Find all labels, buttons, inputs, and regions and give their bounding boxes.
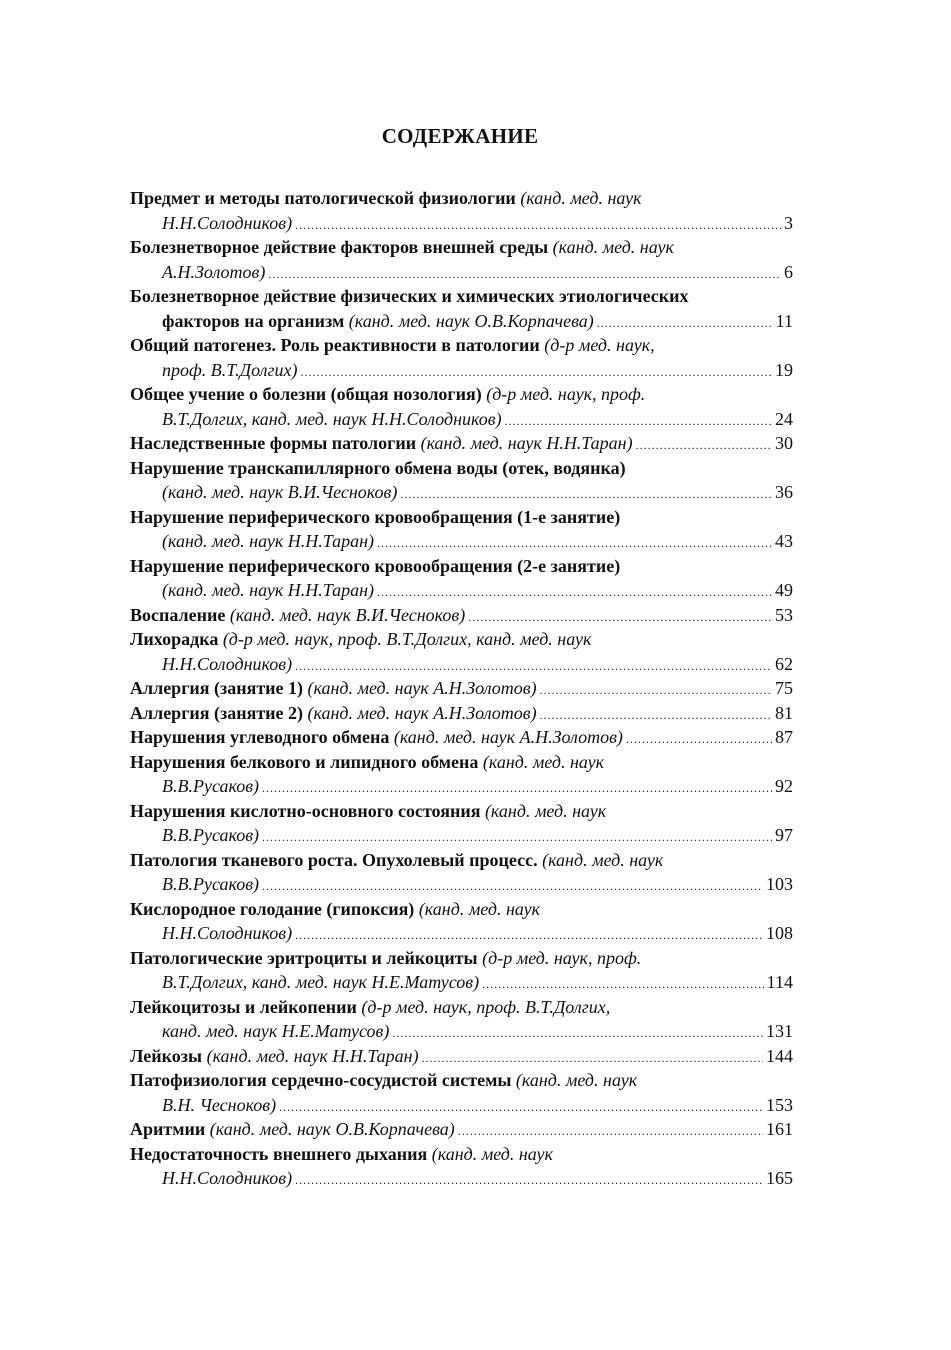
toc-entry-title: Наследственные формы патологии — [130, 433, 417, 453]
toc-entry-line — [130, 456, 793, 481]
toc-page-number: 153 — [766, 1094, 793, 1115]
toc-entry-title: Патофизиология сердечно-сосудистой системы — [130, 1070, 512, 1090]
toc-entry-authors: (канд. мед. наук — [515, 1070, 638, 1090]
toc-entry-line — [130, 554, 793, 579]
dot-leader — [636, 439, 772, 451]
toc-entry-line — [130, 995, 793, 1020]
toc-entry-authors: В.Т.Долгих, канд. мед. наук Н.Е.Матусов) — [162, 972, 480, 992]
dot-leader — [262, 831, 772, 843]
toc-entry-line — [130, 1166, 793, 1191]
toc-entry-authors: (канд. мед. наук Н.Н.Таран) — [206, 1045, 419, 1066]
dot-leader — [262, 782, 772, 794]
toc-entry-authors: (д-р мед. наук, проф. — [482, 947, 642, 968]
toc-entry-line — [130, 186, 793, 211]
toc-entry-authors: В.В.Русаков) — [162, 776, 260, 796]
toc-entry-line — [130, 774, 793, 799]
toc-entry-title: Нарушения углеводного обмена — [130, 727, 390, 747]
toc-entry-line — [130, 848, 793, 873]
toc-entry-authors: (канд. мед. наук А.Н.Золотов) — [393, 727, 623, 747]
toc-page-number: 103 — [766, 874, 793, 894]
toc-entry-authors: (канд. мед. наук — [482, 751, 605, 772]
dot-leader — [505, 415, 772, 427]
toc-entry-title: Аритмии — [130, 1119, 206, 1139]
dot-leader — [262, 880, 763, 892]
toc-entry-line — [130, 1068, 793, 1093]
dot-leader — [392, 1027, 763, 1039]
toc-entry-authors: (д-р мед. наук, проф. — [486, 384, 646, 404]
toc-page-number: 161 — [766, 1119, 793, 1139]
table-of-contents — [130, 186, 793, 1191]
toc-entry-authors: Н.Н.Солодников) — [162, 923, 293, 943]
toc-entry-authors: (канд. мед. наук А.Н.Золотов) — [307, 678, 537, 698]
toc-page-number: 62 — [775, 653, 793, 674]
toc-entry-line — [130, 799, 793, 824]
toc-entry-line — [130, 872, 793, 897]
dot-leader — [468, 611, 772, 623]
dot-leader — [400, 488, 772, 500]
toc-entry-title: Нарушение транскапиллярного обмена воды (отек, водянка) — [130, 457, 626, 478]
dot-leader — [540, 684, 772, 696]
toc-entry-title: Лейкозы — [130, 1045, 203, 1066]
toc-entry-title: Общее учение о болезни (общая нозология) — [130, 384, 482, 404]
toc-entry-line — [130, 603, 793, 628]
toc-entry-title: Предмет и методы патологической физиологии — [130, 188, 516, 208]
toc-entry-authors: (канд. мед. наук — [484, 800, 607, 821]
toc-page-number: 81 — [775, 702, 793, 723]
toc-entry-title: Воспаление — [130, 604, 226, 625]
dot-leader — [295, 660, 772, 672]
toc-page-number: 19 — [775, 359, 793, 380]
toc-entry-authors: канд. мед. наук Н.Е.Матусов) — [162, 1021, 390, 1041]
toc-page-number: 114 — [766, 972, 793, 992]
toc-entry-line — [130, 701, 793, 726]
toc-entry-title: Патология тканевого роста. Опухолевый процесс. — [130, 849, 538, 870]
toc-entry-authors: Н.Н.Солодников) — [162, 1168, 293, 1188]
toc-entry-authors: проф. В.Т.Долгих) — [162, 359, 298, 380]
toc-entry-title: Лейкоцитозы и лейкопении — [130, 996, 357, 1017]
toc-entry-authors: (д-р мед. наук, проф. В.Т.Долгих, канд. мед. наук — [222, 629, 592, 649]
toc-entry-line — [130, 676, 793, 701]
dot-leader — [482, 978, 764, 990]
dot-leader — [377, 537, 772, 549]
toc-entry-line — [130, 652, 793, 677]
toc-page-number: 75 — [775, 678, 793, 698]
toc-page-number: 87 — [775, 727, 793, 747]
toc-page-number: 144 — [766, 1045, 793, 1066]
toc-entry-title: Недостаточность внешнего дыхания — [130, 1143, 428, 1164]
toc-entry-authors: (канд. мед. наук О.В.Корпачева) — [209, 1119, 455, 1139]
toc-entry-line — [130, 309, 793, 334]
toc-entry-authors: В.В.Русаков) — [162, 825, 260, 845]
dot-leader — [540, 709, 772, 721]
toc-entry-line — [130, 529, 793, 554]
toc-entry-authors: А.Н.Золотов) — [162, 261, 266, 282]
toc-entry-title: Кислородное голодание (гипоксия) — [130, 898, 415, 919]
toc-entry-authors: (канд. мед. наук Н.Н.Таран) — [162, 531, 375, 551]
toc-entry-title: Аллергия (занятие 1) — [130, 678, 304, 698]
dot-leader — [422, 1052, 763, 1064]
toc-entry-title: Патологические эритроциты и лейкоциты — [130, 947, 478, 968]
toc-entry-authors: (канд. мед. наук В.И.Чесноков) — [162, 482, 398, 502]
toc-entry-title: Нарушения белкового и липидного обмена — [130, 751, 479, 772]
toc-entry-authors: (канд. мед. наук О.В.Корпачева) — [348, 310, 594, 331]
toc-page-number: 92 — [775, 776, 793, 796]
toc-entry-title: Общий патогенез. Роль реактивности в патологии — [130, 335, 540, 355]
toc-entry-line — [130, 1044, 793, 1069]
toc-entry-authors: (д-р мед. наук, — [544, 335, 655, 355]
toc-entry-line — [130, 284, 793, 309]
toc-entry-line — [130, 946, 793, 971]
toc-entry-line — [130, 407, 793, 432]
toc-page-number: 97 — [775, 825, 793, 845]
toc-entry-line — [130, 970, 793, 995]
dot-leader — [597, 317, 773, 329]
toc-entry-line — [130, 1117, 793, 1142]
toc-entry-line — [130, 260, 793, 285]
toc-entry-authors: (канд. мед. наук — [431, 1143, 553, 1164]
toc-entry-line — [130, 1019, 793, 1044]
toc-entry-title: Нарушение периферического кровообращения (2-е занятие) — [130, 555, 621, 576]
toc-entry-authors: Н.Н.Солодников) — [162, 212, 293, 233]
toc-entry-title: Лихорадка — [130, 629, 219, 649]
dot-leader — [295, 219, 781, 231]
toc-page-number: 53 — [775, 604, 793, 625]
toc-entry-authors: (канд. мед. наук А.Н.Золотов) — [307, 702, 537, 723]
dot-leader — [295, 929, 763, 941]
toc-entry-authors: (канд. мед. наук — [418, 898, 541, 919]
dot-leader — [377, 586, 772, 598]
dot-leader — [279, 1101, 763, 1113]
toc-entry-authors: В.В.Русаков) — [162, 874, 260, 894]
toc-entry-authors: (канд. мед. наук Н.Н.Таран) — [420, 433, 633, 453]
toc-entry-title: Нарушения кислотно-основного состояния — [130, 800, 481, 821]
toc-entry-title: Болезнетворное действие физических и химических этиологических — [130, 286, 689, 306]
toc-page-number: 165 — [766, 1168, 793, 1188]
toc-page-number: 108 — [766, 923, 793, 943]
toc-page-number: 131 — [766, 1021, 793, 1041]
toc-entry-line — [130, 897, 793, 922]
toc-entry-authors: (канд. мед. наук В.И.Чесноков) — [229, 604, 466, 625]
toc-page-number: 36 — [775, 482, 793, 502]
toc-entry-line — [130, 1093, 793, 1118]
toc-entry-line — [130, 750, 793, 775]
toc-page-number: 3 — [784, 212, 793, 233]
toc-entry-title: Болезнетворное действие факторов внешней среды — [130, 237, 549, 257]
toc-entry-line — [130, 505, 793, 530]
toc-entry-authors: (канд. мед. наук — [552, 237, 674, 257]
toc-entry-line — [130, 1142, 793, 1167]
toc-entry-authors: В.Н. Чесноков) — [162, 1094, 277, 1115]
toc-entry-authors: (канд. мед. наук — [520, 188, 642, 208]
toc-entry-line — [130, 358, 793, 383]
toc-entry-line — [130, 578, 793, 603]
toc-entry-line — [130, 333, 793, 358]
toc-entry-line — [130, 382, 793, 407]
toc-entry-authors: Н.Н.Солодников) — [162, 653, 293, 674]
toc-entry-line — [130, 480, 793, 505]
toc-page-number: 24 — [775, 408, 793, 429]
dot-leader — [301, 366, 772, 378]
toc-entry-line — [130, 627, 793, 652]
toc-entry-authors: (канд. мед. наук Н.Н.Таран) — [162, 580, 375, 600]
page-title: СОДЕРЖАНИЕ — [381, 124, 539, 148]
toc-entry-line — [130, 235, 793, 260]
toc-page-number: 43 — [775, 531, 793, 551]
toc-entry-line — [130, 823, 793, 848]
toc-entry-title: факторов на организм — [162, 310, 345, 331]
toc-entry-line — [130, 725, 793, 750]
dot-leader — [626, 733, 772, 745]
toc-entry-authors: (канд. мед. наук — [542, 849, 664, 870]
toc-page-number: 49 — [775, 580, 793, 600]
toc-entry-line — [130, 431, 793, 456]
toc-page-number: 30 — [775, 433, 793, 453]
toc-entry-authors: (д-р мед. наук, проф. В.Т.Долгих, — [361, 996, 611, 1017]
toc-entry-title: Нарушение периферического кровообращения (1-е занятие) — [130, 506, 621, 527]
toc-entry-authors: В.Т.Долгих, канд. мед. наук Н.Н.Солодников) — [162, 408, 502, 429]
toc-entry-line — [130, 211, 793, 236]
dot-leader — [458, 1125, 763, 1137]
toc-page-number: 11 — [775, 310, 793, 331]
toc-entry-line — [130, 921, 793, 946]
toc-page-number: 6 — [784, 261, 793, 282]
dot-leader — [268, 268, 781, 280]
dot-leader — [295, 1174, 763, 1186]
toc-entry-title: Аллергия (занятие 2) — [130, 702, 304, 723]
